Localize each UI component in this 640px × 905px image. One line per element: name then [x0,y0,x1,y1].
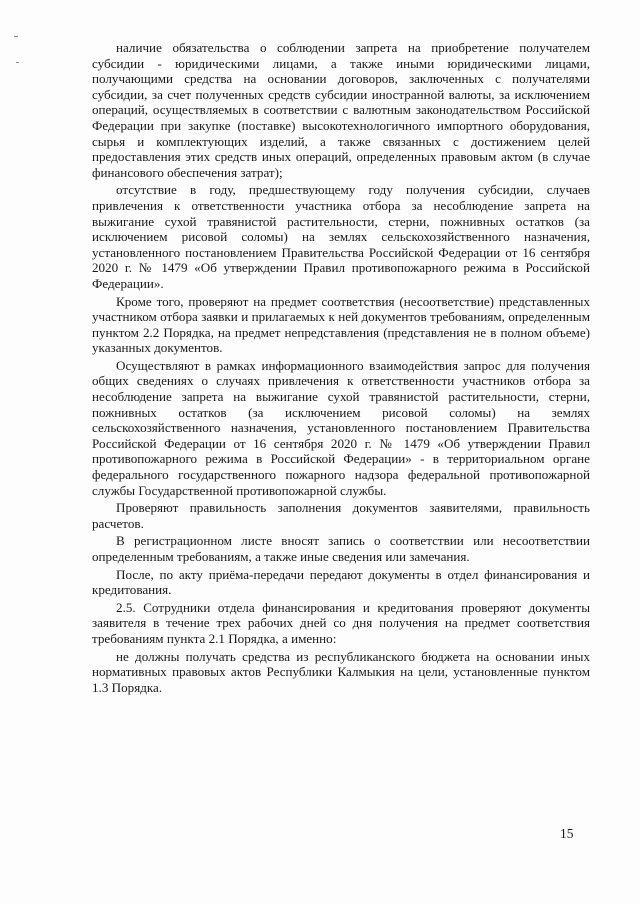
paragraph-transfer-act: После, по акту приёма-передачи передают документы в отдел финансирования и кредитования. [92,566,590,598]
paragraph-check-correctness: Проверяют правильность заполнения документов заявителями, правильность расчетов. [92,500,590,531]
paragraph-no-liability: отсутствие в году, предшествующему году получения субсидии, случаев привлечения к ответственности участника отбора за несоблюдение запрета на выжигание сухой травянистой растительности, стерни, пожнивных остатков (за исключением рисовой соломы) на землях сельскохозяйственного назначения, установленного постановлением Правительства Российской Федерации от 16 сентября 2020 г. № 1479 «Об утверждении Правил противопожарного режима в Российской Федерации». [92,182,590,291]
paragraph-document-check: Кроме того, проверяют на предмет соответствия (несоответствие) представленных участником отбора заявки и прилагаемых к ней документов требованиям, определенным пунктом 2.2 Порядка, на предмет непредставления (представления не в полном объеме) указанных документов. [92,293,590,356]
page-number: 15 [560,826,574,841]
paragraph-budget-funds: не должны получать средства из республиканского бюджета на основании иных нормативных правовых актов Республики Калмыкия на цели, установленные пунктом 1.3 Порядка. [92,648,590,695]
scan-mark [16,62,19,63]
paragraph-information-request: Осуществляют в рамках информационного взаимодействия запрос для получения общих сведениях о случаях привлечения к ответственности участников отбора за несоблюдение запрета на выжигание сухой травянистой растительности, стерни, пожнивных остатков (за исключением рисовой соломы) на землях сельскохозяйственного назначения, установленного постановлением Правительства Российской Федерации от 16 сентября 2020 г. № 1479 «Об утверждении Правил противопожарного режима в Российской Федерации» - в территориальном органе федерального государственного пожарного надзора федеральной противопожарной службы Государственной противопожарной службы. [92,357,590,498]
document-body [92,40,590,697]
scan-mark [14,36,18,37]
paragraph-registration-sheet: В регистрационном листе вносят запись о соответствии или несоответствии определенным требованиям, а также иные сведения или замечания. [92,533,590,564]
paragraph-currency-prohibition: наличие обязательства о соблюдении запрета на приобретение получателем субсидии - юридическими лицами, а также иными юридическими лицами, получающими средства на основании договоров, заключенных с получателями субсидии, за счет полученных средств субсидии иностранной валюты, за исключением операций, осуществляемых в соответствии с валютным законодательством Российской Федерации при закупке (поставке) высокотехнологичного импортного оборудования, сырья и комплектующих изделий, а также связанных с достижением целей предоставления этих средств иных операций, определенных правовым актом (в случае финансового обеспечения затрат); [92,40,590,180]
paragraph-section-2-5: 2.5. Сотрудники отдела финансирования и кредитования проверяют документы заявителя в течение трех рабочих дней со дня получения на предмет соответствия требованиям пункта 2.1 Порядка, а именно: [92,599,590,646]
